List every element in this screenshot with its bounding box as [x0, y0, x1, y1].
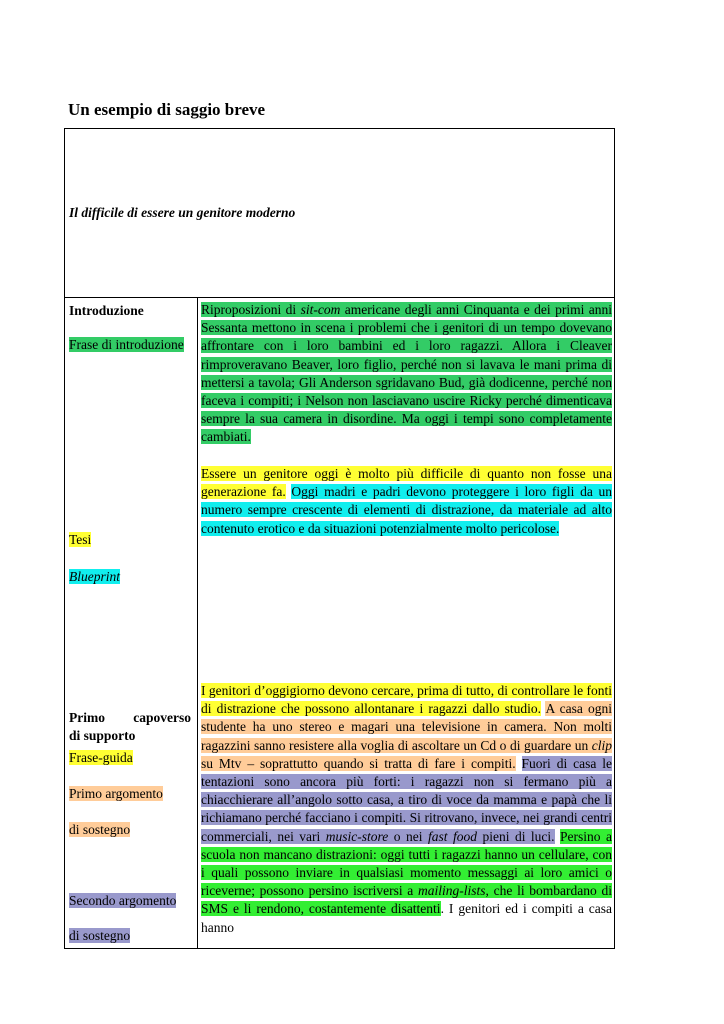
arg2-text-fastfood: fast food [427, 828, 477, 844]
label-frase-intro [69, 336, 191, 354]
essay-table [64, 128, 615, 949]
arg3-text-b: , che li bombardano di SMS e li rendono, costantemente disattenti [201, 883, 613, 917]
arg1-text-a: A casa ogni studente ha uno stereo e magari una televisione in camera. Non molti ragazzini sanno resistere alla voglia di ascoltare un Cd o di guardare un [201, 701, 612, 753]
label-primo-capoverso-a: Primo capoverso [69, 710, 191, 725]
label-di-sostegno-1 [69, 821, 191, 839]
paragraph-primo-capoverso [201, 682, 612, 937]
label-frase-intro-text: Frase di introduzione [69, 337, 184, 352]
label-di-sostegno-2-text: di sostegno [69, 928, 131, 943]
label-frase-guida-text: Frase-guida [69, 750, 133, 765]
label-secondo-argomento-text: Secondo argomento [69, 893, 177, 908]
tesi-text: Essere un genitore oggi è molto più difficile di quanto non fosse una generazione fa. [201, 466, 612, 500]
intro-text-c: americane degli anni Cinquanta e dei primi anni Sessanta mettono in scena i problemi che i genitori di un tempo dovevano affrontare con i loro bambini ed i loro ragazzi. Allora i Cleaver rimproveravano Beaver, loro figlio, perché non si lavava le mani prima di mettersi a tavola; Gli Anderson sgridavano Bud, già dodicenne, perché non faceva i compiti; i Nelson non lasciavano uscire Ricky perché dimenticava sempre la sua camera in disordine. Ma oggi i tempi sono completamente cambiati. [201, 302, 612, 445]
arg3-text-mailinglists: mailing-lists [418, 883, 486, 899]
guida-text: I genitori d’oggigiorno devono cercare, prima di tutto, di controllare le fonti di distrazione che possono allontanare i ragazzi dallo studio. [201, 683, 612, 717]
label-primo-capoverso-b: di supporto [69, 728, 136, 743]
arg3-text-a: Persino a scuola non mancano distrazioni: oggi tutti i ragazzi hanno un cellulare, con i quali possono inviare in qualsiasi momento messaggi ai loro amici o riceverne; possono persino iscriversi a [201, 828, 613, 899]
label-di-sostegno-1-text: di sostegno [69, 822, 131, 837]
paragraph-introduzione [201, 301, 612, 447]
page-title: Un esempio di saggio breve [68, 100, 266, 119]
arg2-text-b: o nei [388, 828, 428, 844]
label-tesi-text: Tesi [69, 532, 92, 547]
label-introduzione: Introduzione [69, 303, 144, 318]
paragraph-tail-text: . I genitori ed i compiti a casa hanno [201, 901, 612, 935]
label-frase-guida [69, 749, 191, 767]
arg2-text-a: Fuori di casa le tentazioni sono ancora più forti: i ragazzi non si fermano più a chiacchierare all’angolo sotto casa, a tiro di voce da mamma e papà che li richiamano perché facciano i compiti. Si ritrovano, invece, nei grandi centri commerciali, nei vari [201, 755, 613, 844]
intro-text-sitcom: sit-com [300, 302, 341, 317]
label-tesi [69, 531, 191, 549]
label-primo-argomento-text: Primo argomento [69, 786, 163, 801]
paragraph-tesi [201, 465, 612, 538]
label-di-sostegno-2 [69, 927, 191, 945]
arg1-text-b: su Mtv – soprattutto quando si tratta di fare i compiti. [201, 755, 516, 771]
label-blueprint-text: Blueprint [69, 569, 120, 584]
label-secondo-argomento [69, 892, 191, 910]
label-primo-argomento [69, 785, 191, 803]
table-divider-horizontal [65, 297, 614, 298]
arg2-text-c: pieni di luci. [476, 828, 555, 844]
blueprint-text: Oggi madri e padri devono proteggere i loro figli da un numero sempre crescente di elementi di distrazione, da materiale ad alto contenuto erotico e da situazioni potenzialmente molto pericolose. [201, 484, 613, 536]
arg2-text-musicstore: music-store [325, 828, 389, 844]
label-blueprint [69, 568, 191, 586]
arg1-text-clip: clip [591, 737, 612, 753]
intro-text-a: Riproposizioni di [201, 302, 301, 317]
essay-title: Il difficile di essere un genitore moderno [69, 205, 296, 220]
table-divider-vertical [197, 297, 198, 948]
